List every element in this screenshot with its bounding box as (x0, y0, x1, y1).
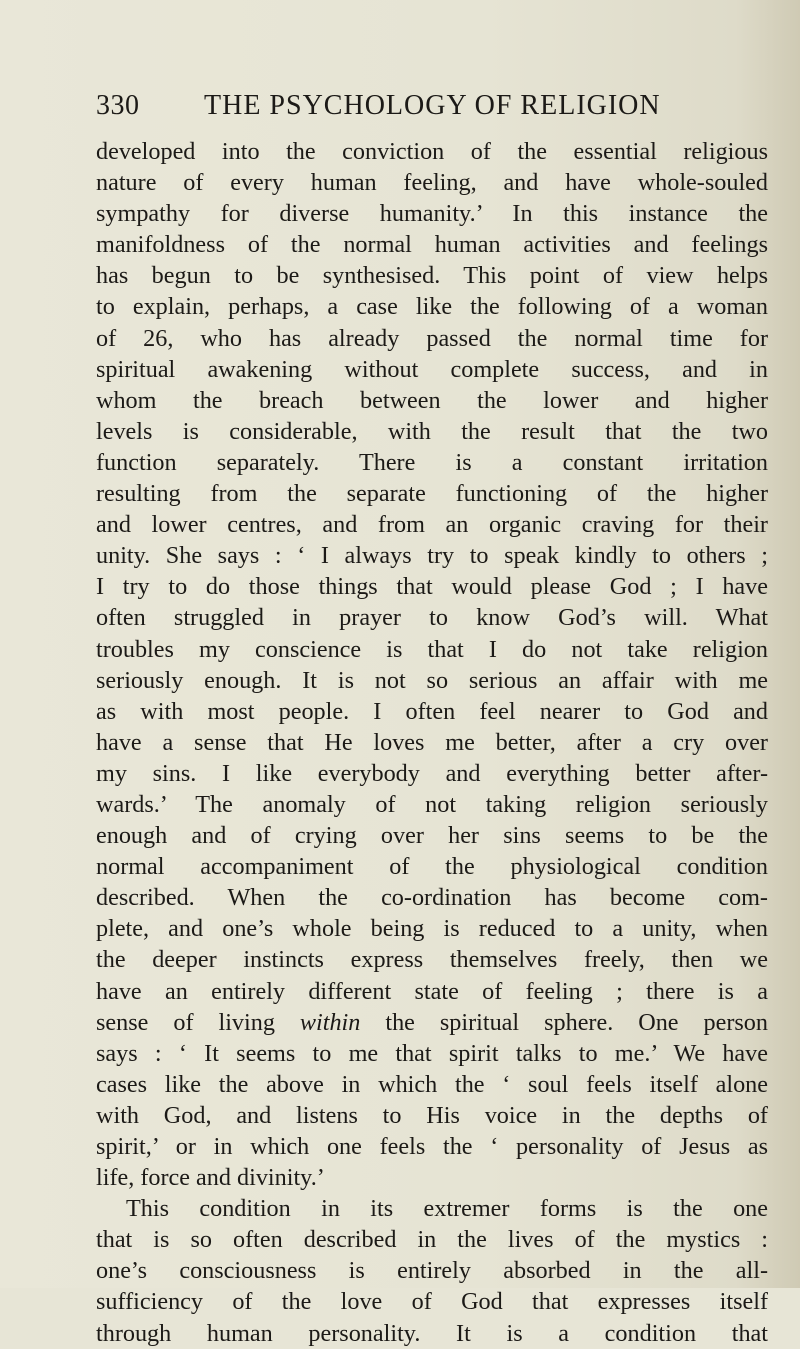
text-line: has begun to be synthesised. This point of view helps (96, 262, 768, 290)
text-line-with-italic (96, 1007, 768, 1038)
italic-emphasis: within (299, 1008, 361, 1036)
text-line: I try to do those things that would please God ; I have (96, 573, 768, 601)
text-line: often struggled in prayer to know God’s will. What (96, 604, 768, 632)
text-line: unity. She says : ‘ I always try to speak kindly to others ; (96, 542, 768, 570)
text-line: spiritual awakening without complete success, and in (96, 355, 768, 383)
text-line: with God, and listens to His voice in the depths of (96, 1101, 768, 1129)
page-number: 330 (96, 90, 140, 121)
text-line: have a sense that He loves me better, after a cry over (96, 728, 768, 756)
text-line: levels is considerable, with the result that the two (96, 417, 768, 445)
text-line: manifoldness of the normal human activities and feelings (96, 231, 768, 259)
text-line: as with most people. I often feel nearer to God and (96, 697, 768, 725)
page-header (96, 84, 676, 128)
text-line: resulting from the separate functioning of the higher (96, 480, 768, 508)
text-line: developed into the conviction of the essential religious (96, 138, 768, 165)
text-line: life, force and divinity.’ (96, 1164, 325, 1192)
text-line: plete, and one’s whole being is reduced to a unity, when (96, 915, 768, 943)
text-line: and lower centres, and from an organic craving for their (96, 511, 768, 539)
text-line: sufficiency of the love of God that expresses itself (96, 1288, 768, 1316)
text-line: function separately. There is a constant irritation (96, 448, 768, 476)
text-line: wards.’ The anomaly of not taking religion seriously (96, 790, 768, 818)
text-line: my sins. I like everybody and everything better after- (96, 759, 768, 787)
text-segment: the spiritual sphere. One person (360, 1008, 768, 1036)
text-line: through human personality. It is a condition that (96, 1319, 768, 1347)
text-line: troubles my conscience is that I do not take religion (96, 635, 768, 663)
text-line: This condition in its extremer forms is the one (126, 1195, 768, 1223)
text-line: of 26, who has already passed the normal time for (96, 324, 768, 352)
text-line: one’s consciousness is entirely absorbed in the all- (96, 1257, 768, 1285)
text-line: described. When the co-ordination has become com- (96, 884, 768, 912)
text-segment: sense of living (96, 1008, 300, 1036)
text-line: says : ‘ It seems to me that spirit talks to me.’ We have (96, 1039, 768, 1067)
text-line: normal accompaniment of the physiological condition (96, 853, 768, 881)
text-line: to explain, perhaps, a case like the following of a woman (96, 293, 768, 321)
text-line: enough and of crying over her sins seems to be the (96, 822, 768, 850)
text-line: sympathy for diverse humanity.’ In this instance the (96, 200, 768, 228)
text-line: whom the breach between the lower and higher (96, 386, 768, 414)
body-text (96, 136, 768, 1349)
text-line: that is so often described in the lives of the mystics : (96, 1226, 768, 1254)
text-line: spirit,’ or in which one feels the ‘ personality of Jesus as (96, 1133, 768, 1160)
text-line: nature of every human feeling, and have whole-souled (96, 169, 768, 197)
text-line: cases like the above in which the ‘ soul feels itself alone (96, 1070, 768, 1098)
text-line: have an entirely different state of feeling ; there is a (96, 977, 768, 1005)
text-line: seriously enough. It is not so serious an affair with me (96, 666, 768, 694)
running-title: THE PSYCHOLOGY OF RELIGION (204, 90, 661, 121)
text-line: the deeper instincts express themselves freely, then we (96, 946, 768, 974)
